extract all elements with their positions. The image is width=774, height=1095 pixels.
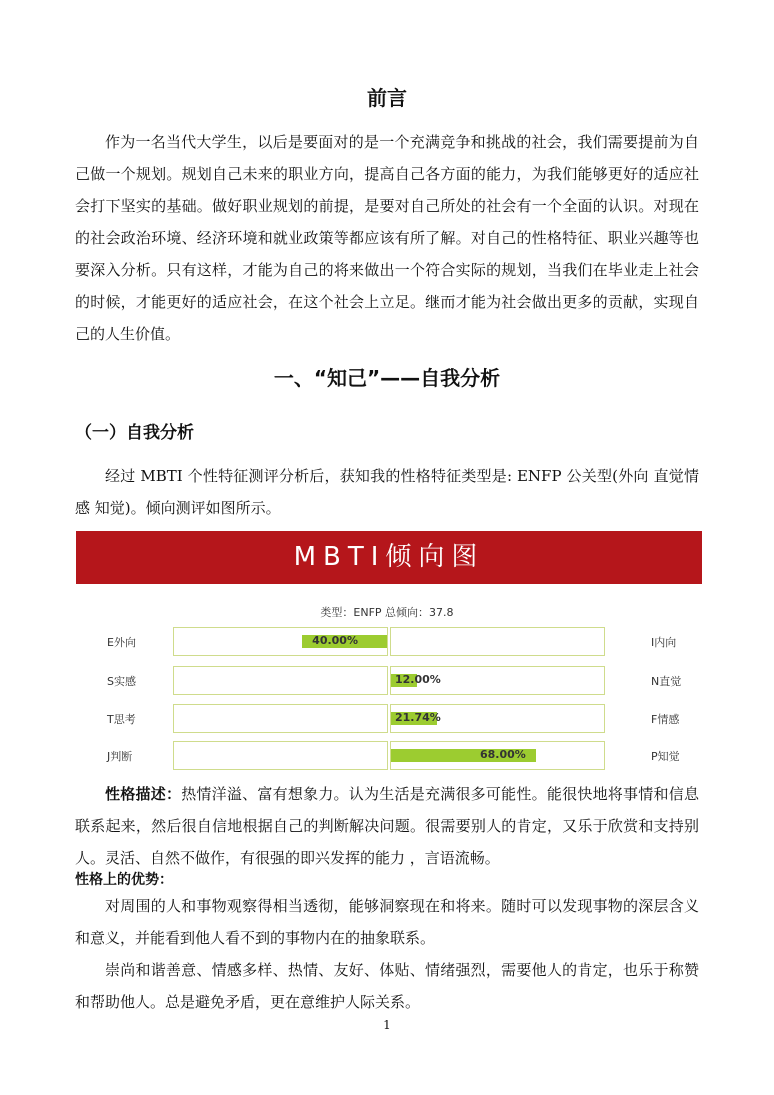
bar-track-right	[390, 627, 605, 656]
chart-subtitle: 类型：ENFP 总倾向：37.8	[320, 606, 454, 619]
tick-label-right: N直觉	[651, 675, 682, 688]
bar-track-right	[390, 666, 605, 695]
section-heading: 一、“知己”——自我分析	[273, 366, 501, 390]
tick-label-right: P知觉	[651, 750, 680, 763]
data-label: 40.00%	[312, 634, 358, 647]
subsection-heading: （一）自我分析	[75, 423, 194, 443]
tick-label-left: T思考	[107, 713, 136, 726]
tick-label-right: F情感	[651, 713, 680, 726]
bar-track-left	[173, 627, 388, 656]
chart-row	[0, 666, 774, 695]
data-label: 68.00%	[480, 748, 526, 761]
page-title: 前言	[367, 86, 407, 110]
bar-track-left	[173, 666, 388, 695]
chart-row	[0, 627, 774, 656]
bar-track-right	[390, 704, 605, 733]
page-number: 1	[383, 1018, 391, 1032]
bar-track-left	[173, 704, 388, 733]
advantages-heading: 性格上的优势：	[75, 872, 173, 888]
personality-description	[75, 778, 699, 874]
chart-row	[0, 741, 774, 770]
tick-label-left: E外向	[107, 636, 136, 649]
advantages-paragraph-2: 崇尚和谐善意、情感多样、热情、友好、体贴、情绪强烈，需要他人的肯定，也乐于称赞和帮助他人。总是避免矛盾，更在意维护人际关系。	[75, 961, 699, 1011]
bar-track-left	[173, 741, 388, 770]
bar-track-right	[390, 741, 605, 770]
tick-label-left: S实感	[107, 675, 136, 688]
tick-label-right: I内向	[651, 636, 677, 649]
chart-banner: MBTI倾向图	[76, 531, 702, 584]
preface-paragraph: 作为一名当代大学生，以后是要面对的是一个充满竞争和挑战的社会，我们需要提前为自己做一个规划。规划自己未来的职业方向，提高自己各方面的能力，为我们能够更好的适应社会打下坚实的基础。做好职业规划的前提，是要对自己所处的社会有一个全面的认识。对现在的社会政治环境、经济环境和就业政策等都应该有所了解。对自己的性格特征、职业兴趣等也要深入分析。只有这样，才能为自己的将来做出一个符合实际的规划，当我们在毕业走上社会的时候，才能更好的适应社会，在这个社会上立足。继而才能为社会做出更多的贡献，实现自己的人生价值。	[75, 133, 699, 343]
data-label: 21.74%	[395, 711, 441, 724]
chart-row	[0, 704, 774, 733]
description-lead: 性格描述：	[105, 785, 182, 803]
description-text: 热情洋溢、富有想象力。认为生活是充满很多可能性。能很快地将事情和信息联系起来，然后很自信地根据自己的判断解决问题。很需要别人的肯定，又乐于欣赏和支持别人。灵活、自然不做作，有很强的即兴发挥的能力 ，言语流畅。	[75, 785, 699, 867]
advantages-paragraph-1: 对周围的人和事物观察得相当透彻，能够洞察现在和将来。随时可以发现事物的深层含义和意义，并能看到他人看不到的事物内在的抽象联系。	[75, 897, 699, 947]
data-label: 12.00%	[395, 673, 441, 686]
tick-label-left: J判断	[107, 750, 133, 763]
mbti-intro-paragraph: 经过 MBTI 个性特征测评分析后，获知我的性格特征类型是: ENFP 公关型(外向 直觉情感 知觉)。倾向测评如图所示。	[75, 467, 699, 517]
